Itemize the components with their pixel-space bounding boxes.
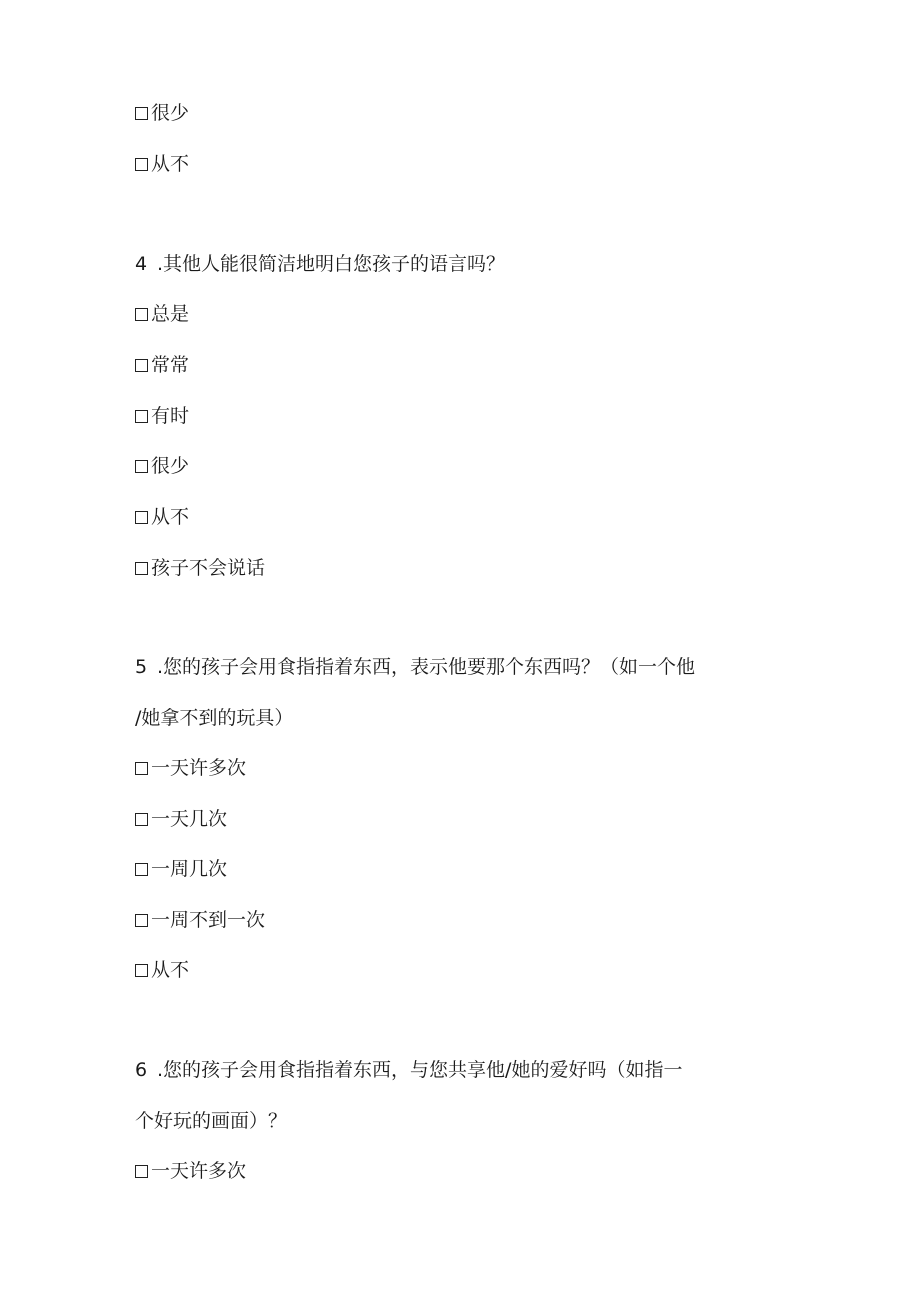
checkbox-icon[interactable] xyxy=(135,107,148,120)
option-checkbox[interactable] xyxy=(135,908,265,932)
option-checkbox[interactable] xyxy=(135,807,227,831)
option-label: 常常 xyxy=(151,354,190,376)
option-checkbox[interactable] xyxy=(135,454,189,478)
question-5-continuation: /她拿不到的玩具） xyxy=(135,707,294,729)
checkbox-icon[interactable] xyxy=(135,964,148,977)
option-label: 从不 xyxy=(151,506,190,528)
question-text: .您的孩子会用食指指着东西，表示他要那个东西吗？（如一个他 xyxy=(157,656,696,678)
checkbox-icon[interactable] xyxy=(135,308,148,321)
checkbox-icon[interactable] xyxy=(135,511,148,524)
checkbox-icon[interactable] xyxy=(135,813,148,826)
option-checkbox[interactable] xyxy=(135,152,189,176)
option-checkbox[interactable] xyxy=(135,505,189,529)
checkbox-icon[interactable] xyxy=(135,410,148,423)
question-text: .您的孩子会用食指指着东西，与您共享他/她的爱好吗（如指一 xyxy=(157,1059,683,1081)
question-text: .其他人能很简洁地明白您孩子的语言吗？ xyxy=(157,253,506,275)
option-label: 很少 xyxy=(151,102,190,124)
checkbox-icon[interactable] xyxy=(135,1165,148,1178)
option-label: 一周不到一次 xyxy=(151,909,266,931)
question-number: 4 xyxy=(135,253,148,275)
option-checkbox[interactable] xyxy=(135,556,265,580)
checkbox-icon[interactable] xyxy=(135,863,148,876)
option-label: 很少 xyxy=(151,455,190,477)
option-label: 有时 xyxy=(151,405,190,427)
option-checkbox[interactable] xyxy=(135,101,189,125)
question-6-title xyxy=(135,1058,682,1082)
checkbox-icon[interactable] xyxy=(135,762,148,775)
option-checkbox[interactable] xyxy=(135,353,189,377)
checkbox-icon[interactable] xyxy=(135,460,148,473)
checkbox-icon[interactable] xyxy=(135,914,148,927)
option-label: 从不 xyxy=(151,153,190,175)
option-checkbox[interactable] xyxy=(135,756,246,780)
option-label: 一天许多次 xyxy=(151,1160,247,1182)
option-checkbox[interactable] xyxy=(135,857,227,881)
option-label: 一天许多次 xyxy=(151,757,247,779)
checkbox-icon[interactable] xyxy=(135,359,148,372)
question-6-continuation: 个好玩的画面）？ xyxy=(135,1110,288,1132)
checkbox-icon[interactable] xyxy=(135,158,148,171)
option-label: 总是 xyxy=(151,303,190,325)
option-checkbox[interactable] xyxy=(135,302,189,326)
checkbox-icon[interactable] xyxy=(135,562,148,575)
question-number: 5 xyxy=(135,656,148,678)
option-label: 从不 xyxy=(151,959,190,981)
question-number: 6 xyxy=(135,1059,148,1081)
option-checkbox[interactable] xyxy=(135,1159,246,1183)
option-label: 一周几次 xyxy=(151,858,228,880)
question-5-title xyxy=(135,655,695,679)
option-label: 一天几次 xyxy=(151,808,228,830)
question-4-title xyxy=(135,252,505,276)
option-checkbox[interactable] xyxy=(135,404,189,428)
option-checkbox[interactable] xyxy=(135,958,189,982)
option-label: 孩子不会说话 xyxy=(151,557,266,579)
